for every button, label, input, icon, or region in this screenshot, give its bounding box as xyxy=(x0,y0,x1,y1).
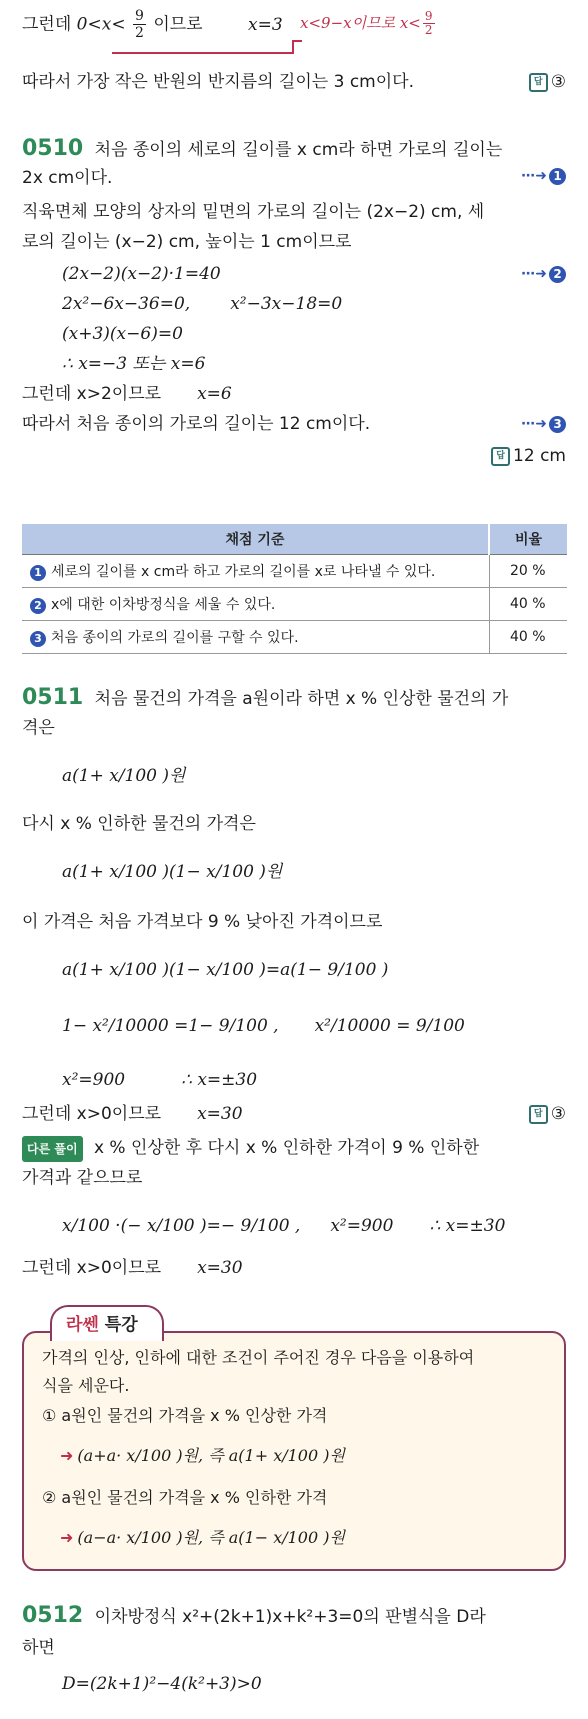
problem-number: 0510 xyxy=(22,136,84,161)
step-marker-1: ⋯➜ 1 xyxy=(521,168,566,185)
arrow-icon: ➜ xyxy=(60,1528,74,1547)
answer-icon: 답 xyxy=(529,1105,548,1124)
text: 로의 길이는 (x−2) cm, 높이는 1 cm이므로 xyxy=(22,232,352,252)
table-row: 2 x에 대한 이차방정식을 세울 수 있다. 40 % xyxy=(22,588,567,621)
problem-0510-intro xyxy=(22,137,566,162)
text: 직육면체 모양의 상자의 밑면의 가로의 길이는 (2x−2) cm, 세 xyxy=(22,202,485,222)
note-underline xyxy=(112,52,292,54)
note-connector xyxy=(292,40,302,42)
tip-text: ① a원인 물건의 가격을 x % 인상한 가격 xyxy=(42,1406,328,1425)
result: x=3 xyxy=(248,14,283,35)
fraction: $\frac{9}{2}$ xyxy=(134,8,144,41)
equation: a(1+ x/100 )(1− x/100 )=a(1− 9/100 ) xyxy=(62,960,389,980)
alt-solution-line: 다른 풀이 x % 인상한 후 다시 x % 인하한 가격이 9 % 인하한 xyxy=(22,1136,566,1162)
condition: 그런데 x>2이므로 x=6 xyxy=(22,384,232,404)
note-connector xyxy=(292,40,294,54)
text: 이 가격은 처음 가격보다 9 % 낮아진 가격이므로 xyxy=(22,912,383,932)
equation: ∴ x=−3 또는 x=6 xyxy=(62,354,206,374)
step-marker-3: ⋯➜ 3 xyxy=(521,416,566,433)
problem-0511-intro xyxy=(22,686,566,711)
equation: 1− x²/10000 =1− 9/100 , x²/10000 = 9/100 xyxy=(62,1016,465,1036)
text: 처음 종이의 세로의 길이를 x cm라 하면 가로의 길이는 xyxy=(94,140,503,160)
problem-number: 0511 xyxy=(22,685,84,710)
text: 격은 xyxy=(22,718,55,738)
equation: a(1+ x/100 )(1− x/100 )원 xyxy=(62,862,283,882)
equation: x/100 ·(− x/100 )=− 9/100 , x²=900 ∴ x=±30 xyxy=(62,1216,506,1236)
equation: a(1+ x/100 )원 xyxy=(62,766,186,786)
tip-formula: ➜ (a+a· x/100 )원, 즉 a(1+ x/100 )원 xyxy=(60,1446,345,1465)
answer-mark: 답 12 cm xyxy=(491,444,566,468)
text: 이므로 xyxy=(153,14,203,35)
table-header: 채점 기준 xyxy=(22,524,489,555)
equation: 2x²−6x−36=0, x²−3x−18=0 xyxy=(62,294,343,314)
problem-number: 0512 xyxy=(22,1603,84,1628)
tip-text: 식을 세운다. xyxy=(42,1376,130,1395)
table-row: 3 처음 종이의 가로의 길이를 구할 수 있다. 40 % xyxy=(22,621,567,654)
answer-mark: 답 ③ xyxy=(529,1102,566,1126)
text: 가격과 같으므로 xyxy=(22,1168,143,1188)
text: 처음 물건의 가격을 a원이라 하면 x % 인상한 물건의 가 xyxy=(94,689,509,709)
text: 2x cm이다. xyxy=(22,168,113,188)
equation: (2x−2)(x−2)·1=40 xyxy=(62,264,221,284)
margin-note: x<9−x이므로 x< $\frac{9}{2}$ xyxy=(300,9,433,37)
text: 하면 xyxy=(22,1638,55,1658)
answer-icon: 답 xyxy=(491,447,510,466)
condition: 그런데 x>0이므로 x=30 xyxy=(22,1104,243,1124)
equation: D=(2k+1)²−4(k²+3)>0 xyxy=(62,1674,262,1694)
arrow-icon: ➜ xyxy=(60,1446,74,1465)
conclusion: 따라서 처음 종이의 가로의 길이는 12 cm이다. xyxy=(22,414,371,434)
table-row: 1 세로의 길이를 x cm라 하고 가로의 길이를 x로 나타낼 수 있다. 20 % xyxy=(22,555,567,588)
tip-text: ② a원인 물건의 가격을 x % 인하한 가격 xyxy=(42,1488,328,1507)
top-condition-line xyxy=(22,8,566,41)
answer-icon: 답 xyxy=(529,73,548,92)
alt-solution-badge: 다른 풀이 xyxy=(22,1136,83,1162)
text: 그런데 xyxy=(22,14,77,35)
equation: x²=900 ∴ x=±30 xyxy=(62,1070,258,1090)
condition: 그런데 x>0이므로 x=30 xyxy=(22,1258,243,1278)
text: 다시 x % 인하한 물건의 가격은 xyxy=(22,814,256,834)
tip-title: 라쎈 특강 xyxy=(66,1315,138,1335)
problem-0512-intro xyxy=(22,1604,566,1629)
top-conclusion: 따라서 가장 작은 반원의 반지름의 길이는 3 cm이다. xyxy=(22,72,414,92)
answer-mark: 답 ③ xyxy=(529,70,566,94)
table-header: 비율 xyxy=(489,524,567,555)
grading-table xyxy=(22,524,567,654)
inequality: 0<x< xyxy=(76,14,126,35)
equation: (x+3)(x−6)=0 xyxy=(62,324,183,344)
tip-formula: ➜ (a−a· x/100 )원, 즉 a(1− x/100 )원 xyxy=(60,1528,345,1547)
tip-text: 가격의 인상, 인하에 대한 조건이 주어진 경우 다음을 이용하여 xyxy=(42,1348,475,1367)
text: 이차방정식 x²+(2k+1)x+k²+3=0의 판별식을 D라 xyxy=(94,1607,486,1627)
step-marker-2: ⋯➜ 2 xyxy=(521,266,566,283)
